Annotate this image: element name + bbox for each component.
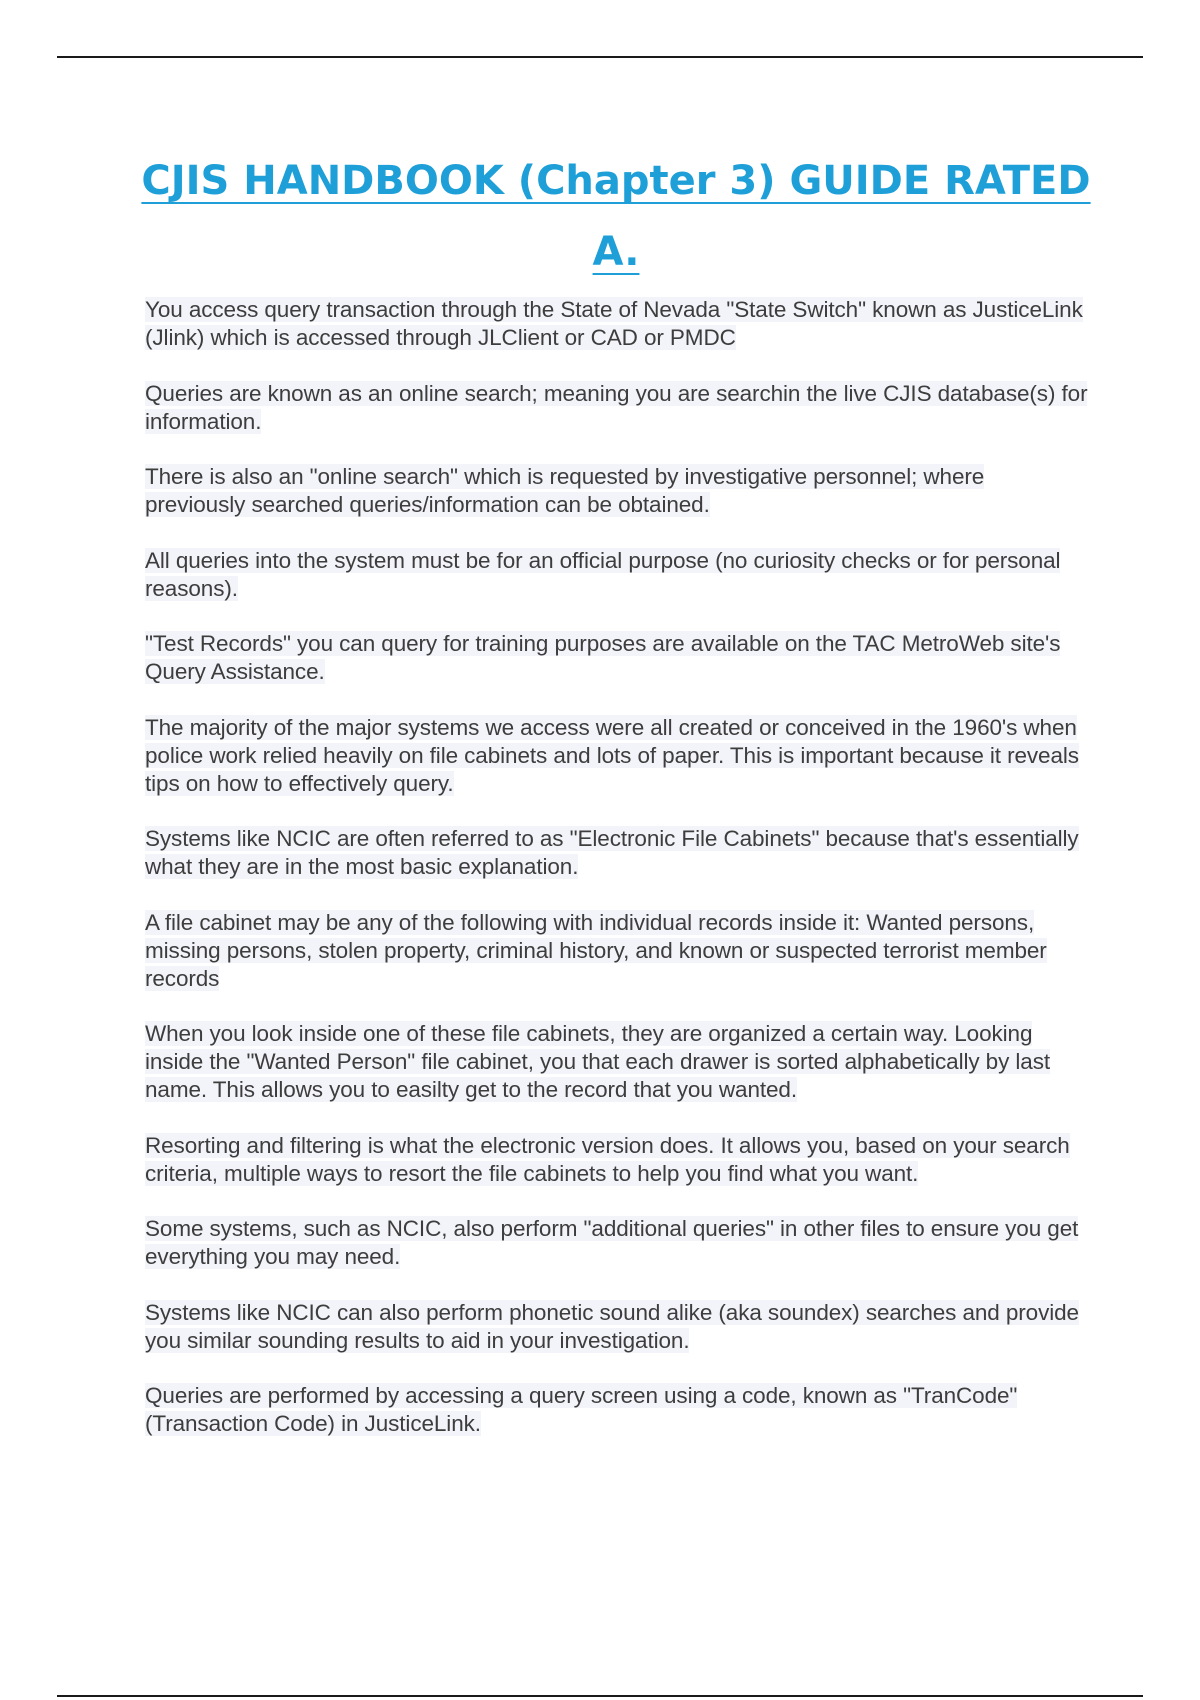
paragraph [145,1020,1090,1104]
paragraph-text: Queries are performed by accessing a query screen using a code, known as "TranCode" (Transaction Code) in JusticeLink. [145,1383,1018,1436]
paragraph [145,714,1090,798]
paragraph-text: Systems like NCIC can also perform phonetic sound alike (aka soundex) searches and provide you similar sounding results to aid in your investigation. [145,1299,1079,1353]
paragraph [145,1299,1090,1355]
document-body [145,296,1090,1466]
paragraph [145,463,1090,519]
paragraph [145,380,1090,436]
paragraph [145,1215,1090,1271]
bottom-rule [57,1695,1143,1697]
paragraph-text: A file cabinet may be any of the following with individual records inside it: Wanted persons, missing persons, stolen property, criminal history, and known or suspected terrorist member records [145,909,1047,991]
paragraph [145,825,1090,881]
paragraph [145,296,1090,352]
paragraph-text: Queries are known as an online search; meaning you are searchin the live CJIS database(s) for information. [145,380,1088,434]
paragraph-text: When you look inside one of these file cabinets, they are organized a certain way. Looking inside the "Wanted Person" file cabinet, you that each drawer is sorted alphabetically by last name. This allows you to easilty get to the record that you wanted. [145,1021,1050,1102]
paragraph-text: You access query transaction through the State of Nevada "State Switch" known as JusticeLink (Jlink) which is accessed through JLClient or CAD or PMDC [145,297,1083,350]
paragraph [145,630,1090,686]
paragraph-text: There is also an "online search" which is requested by investigative personnel; where previously searched queries/information can be obtained. [145,464,985,517]
paragraph [145,1132,1090,1188]
paragraph-text: Systems like NCIC are often referred to as "Electronic File Cabinets" because that's essentially what they are in the most basic explanation. [145,826,1079,879]
paragraph-text: The majority of the major systems we access were all created or conceived in the 1960's when police work relied heavily on file cabinets and lots of paper. This is important because it reveals tips on how to effectively query. [145,714,1079,796]
paragraph-text: Some systems, such as NCIC, also perform "additional queries" in other files to ensure you get everything you may need. [145,1216,1079,1269]
paragraph [145,547,1090,603]
paragraph [145,909,1090,993]
paragraph-text: Resorting and filtering is what the electronic version does. It allows you, based on your search criteria, multiple ways to resort the file cabinets to help you find what you want. [145,1132,1070,1186]
document-title-text: CJIS HANDBOOK (Chapter 3) GUIDE RATED A. [141,158,1091,275]
top-rule [57,56,1143,58]
paragraph-text: "Test Records" you can query for training purposes are available on the TAC MetroWeb site's Query Assistance. [145,631,1061,684]
paragraph [145,1382,1090,1438]
paragraph-text: All queries into the system must be for an official purpose (no curiosity checks or for personal reasons). [145,547,1061,601]
document-title [140,146,1092,288]
